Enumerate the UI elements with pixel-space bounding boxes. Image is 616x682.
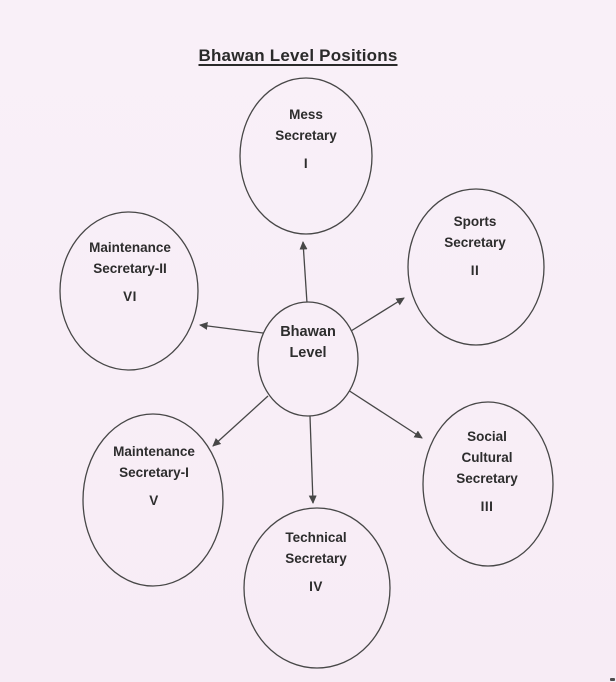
social-cultural-secretary-label	[402, 426, 572, 517]
node-line: Bhawan	[280, 324, 336, 340]
sports-secretary-label	[390, 211, 560, 281]
node-numeral: II	[470, 263, 480, 278]
node-line: Maintenance	[113, 444, 195, 459]
node-line: Cultural	[461, 450, 513, 465]
node-numeral: I	[303, 156, 309, 171]
node-line: Secretary-I	[119, 465, 189, 480]
node-line: Secretary-II	[93, 261, 167, 276]
node-numeral: III	[480, 499, 494, 514]
arrow-to-mess-secretary	[303, 242, 307, 303]
node-line: Sports	[453, 214, 497, 229]
node-line: Secretary	[456, 471, 518, 486]
page-title: Bhawan Level Positions	[198, 46, 398, 65]
arrow-to-technical-secretary	[310, 416, 313, 503]
maintenance-secretary-1-label	[69, 441, 239, 511]
node-line: Level	[289, 345, 327, 361]
node-numeral: V	[149, 493, 159, 508]
mess-secretary-label	[221, 104, 391, 174]
node-numeral: VI	[123, 289, 137, 304]
node-line: Maintenance	[89, 240, 171, 255]
node-line: Mess	[289, 107, 323, 122]
node-line: Secretary	[285, 551, 347, 566]
technical-secretary-label	[231, 527, 401, 597]
node-numeral: IV	[309, 579, 323, 594]
node-line: Social	[467, 429, 507, 444]
maintenance-secretary-2-label	[45, 237, 215, 307]
arrow-to-maintenance-secretary-1	[213, 396, 268, 446]
scan-artifact-dot	[610, 678, 615, 681]
node-line: Secretary	[444, 235, 506, 250]
node-line: Secretary	[275, 128, 337, 143]
node-line: Technical	[285, 530, 347, 545]
bhawan-level-center-label	[223, 322, 393, 364]
